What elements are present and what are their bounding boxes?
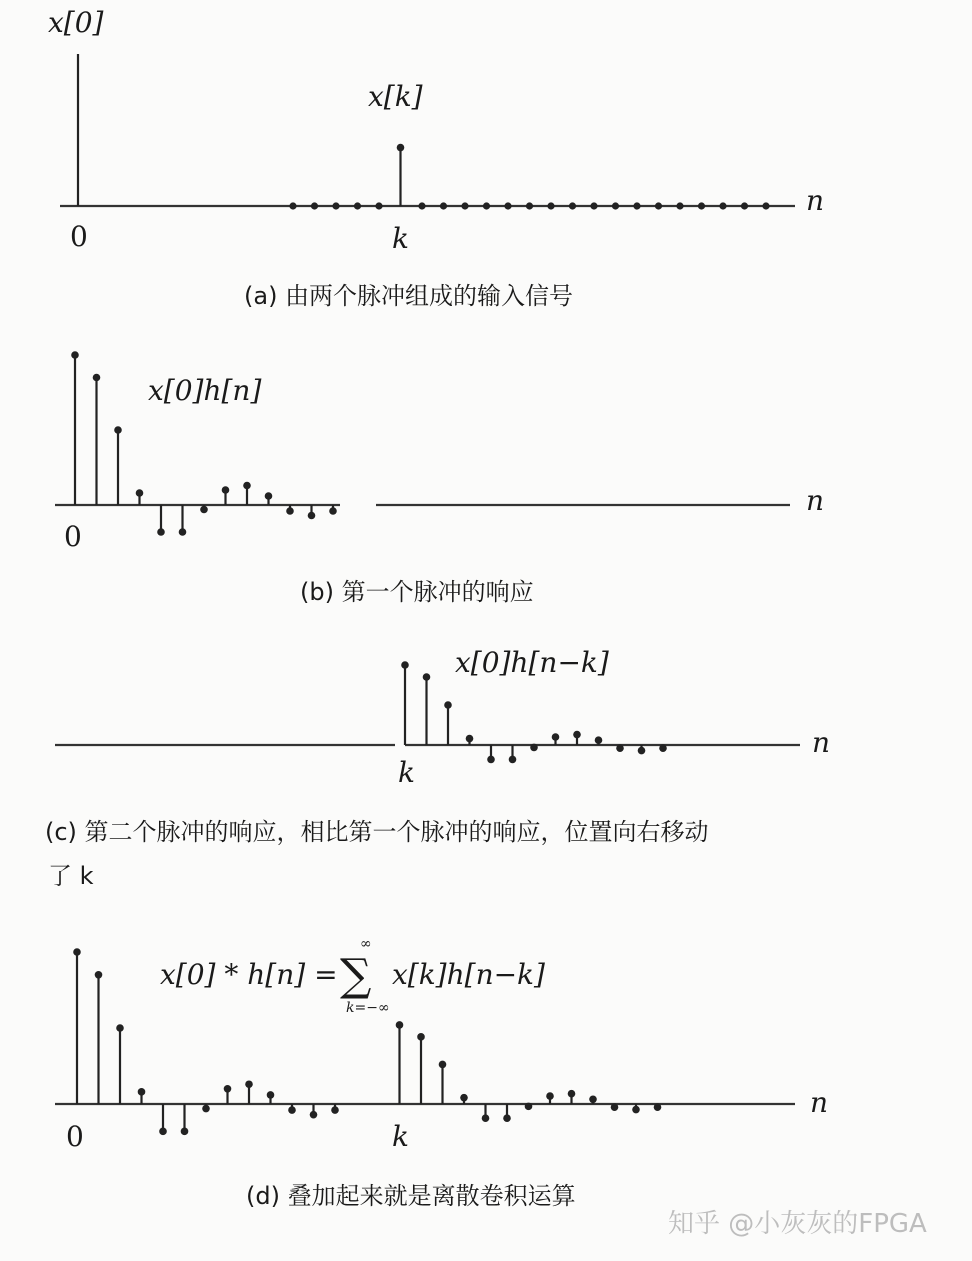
b-sample-dot <box>222 486 230 494</box>
c-sample-dot <box>573 731 581 739</box>
d-first-sample-dot <box>288 1106 296 1114</box>
d-first-sample-dot <box>138 1088 146 1096</box>
watermark: 知乎 @小灰灰的FPGA <box>668 1209 927 1239</box>
panel-c-caption-line1: (c) 第二个脉冲的响应，相比第一个脉冲的响应，位置向右移动 <box>45 818 709 846</box>
b-sample-dot <box>93 374 101 382</box>
d-second-sample-dot <box>482 1114 490 1122</box>
d-first-sample-dot <box>224 1085 232 1093</box>
panel-a-label-xk: x[k] <box>368 80 423 113</box>
d-first-sample-dot <box>245 1080 253 1088</box>
formula-left: x[0] * h[n] = <box>160 958 338 991</box>
a-zero-sample <box>332 202 339 209</box>
b-sample-dot <box>179 528 187 536</box>
b-sample-dot <box>157 528 165 536</box>
b-sample-dot <box>136 489 144 497</box>
b-sample-dot <box>71 351 79 359</box>
a-zero-sample <box>633 202 640 209</box>
a-zero-sample <box>289 202 296 209</box>
d-second-sample-dot <box>654 1103 662 1111</box>
c-sample-dot <box>401 661 409 669</box>
panel-d-caption: (d) 叠加起来就是离散卷积运算 <box>246 1182 576 1210</box>
d-second-sample-dot <box>589 1095 597 1103</box>
a-zero-sample <box>375 202 382 209</box>
a-zero-sample <box>741 202 748 209</box>
d-second-sample-dot <box>460 1094 468 1102</box>
b-sample-dot <box>114 426 122 434</box>
panel-c-caption-line2: 了 k <box>48 862 94 890</box>
a-zero-sample <box>461 202 468 209</box>
panel-a-axis-label: n <box>806 184 825 217</box>
panel-b-tick-0: 0 <box>64 520 82 553</box>
c-sample-dot <box>638 747 646 755</box>
d-first-sample-dot <box>331 1106 339 1114</box>
formula-right: x[k]h[n−k] <box>392 958 545 991</box>
formula-sum-symbol: ∑ <box>340 950 372 1001</box>
formula-sum-lower: k=−∞ <box>346 1000 390 1016</box>
d-second-sample-dot <box>396 1021 404 1029</box>
a-zero-sample <box>354 202 361 209</box>
a-zero-sample <box>526 202 533 209</box>
a-zero-sample <box>762 202 769 209</box>
panel-b <box>55 351 824 606</box>
panel-a-label-x0: x[0] <box>48 6 104 39</box>
panel-a-caption: (a) 由两个脉冲组成的输入信号 <box>244 282 574 310</box>
a-zero-sample <box>483 202 490 209</box>
panel-d-tick-k: k <box>392 1120 409 1153</box>
b-sample-dot <box>200 506 208 514</box>
c-sample-dot <box>659 744 667 752</box>
d-second-sample-dot <box>439 1061 447 1069</box>
d-first-sample-dot <box>73 948 81 956</box>
d-first-sample-dot <box>95 971 103 979</box>
panel-d-axis-label: n <box>810 1086 829 1119</box>
b-sample-dot <box>308 512 316 520</box>
c-sample-dot <box>487 756 495 764</box>
a-zero-sample <box>676 202 683 209</box>
a-zero-sample <box>504 202 511 209</box>
d-second-sample-dot <box>568 1090 576 1098</box>
d-second-sample-dot <box>503 1114 511 1122</box>
panel-a-stems <box>78 54 770 210</box>
d-first-sample-dot <box>310 1111 318 1119</box>
d-first-sample-dot <box>181 1128 189 1136</box>
d-second-sample-dot <box>611 1103 619 1111</box>
panel-c-axis-label: n <box>812 726 831 759</box>
panel-c-tick-k: k <box>398 756 415 789</box>
a-zero-sample <box>655 202 662 209</box>
panel-d-formula <box>160 936 545 1016</box>
c-sample-dot <box>509 756 517 764</box>
c-sample-dot <box>616 744 624 752</box>
a-zero-sample <box>698 202 705 209</box>
c-sample-dot <box>466 735 474 743</box>
d-second-sample-dot <box>525 1103 533 1111</box>
a-zero-sample <box>719 202 726 209</box>
b-sample-dot <box>265 492 273 500</box>
panel-c <box>45 646 830 890</box>
panel-b-label: x[0]h[n] <box>148 374 262 407</box>
panel-a-tick-k: k <box>392 222 409 255</box>
b-sample-dot <box>329 507 337 515</box>
d-first-sample-dot <box>267 1091 275 1099</box>
a-zero-sample <box>590 202 597 209</box>
d-second-sample-dot <box>546 1092 554 1100</box>
a-zero-sample <box>311 202 318 209</box>
panel-a <box>48 6 824 310</box>
a-zero-sample <box>612 202 619 209</box>
b-sample-dot <box>286 507 294 515</box>
a-zero-sample <box>418 202 425 209</box>
d-second-sample-dot <box>417 1033 425 1041</box>
c-sample-dot <box>595 736 603 744</box>
c-sample-dot <box>530 744 538 752</box>
d-first-sample-dot <box>116 1024 124 1032</box>
panel-c-label: x[0]h[n−k] <box>455 646 609 679</box>
d-second-sample-dot <box>632 1106 640 1114</box>
c-sample-dot <box>444 701 452 709</box>
d-first-sample-dot <box>202 1105 210 1113</box>
a-zero-sample <box>547 202 554 209</box>
b-sample-dot <box>243 482 251 490</box>
panel-d <box>55 936 828 1210</box>
d-first-sample-dot <box>159 1128 167 1136</box>
panel-b-caption: (b) 第一个脉冲的响应 <box>300 578 534 606</box>
a-zero-sample <box>569 202 576 209</box>
panel-d-tick-0: 0 <box>66 1120 84 1153</box>
panel-b-axis-label: n <box>806 484 825 517</box>
formula-sum-upper: ∞ <box>360 936 372 952</box>
c-sample-dot <box>423 673 431 681</box>
a-zero-sample <box>440 202 447 209</box>
a-impulse-k-dot <box>397 144 405 152</box>
panel-a-tick-0: 0 <box>70 220 88 253</box>
c-sample-dot <box>552 733 560 741</box>
